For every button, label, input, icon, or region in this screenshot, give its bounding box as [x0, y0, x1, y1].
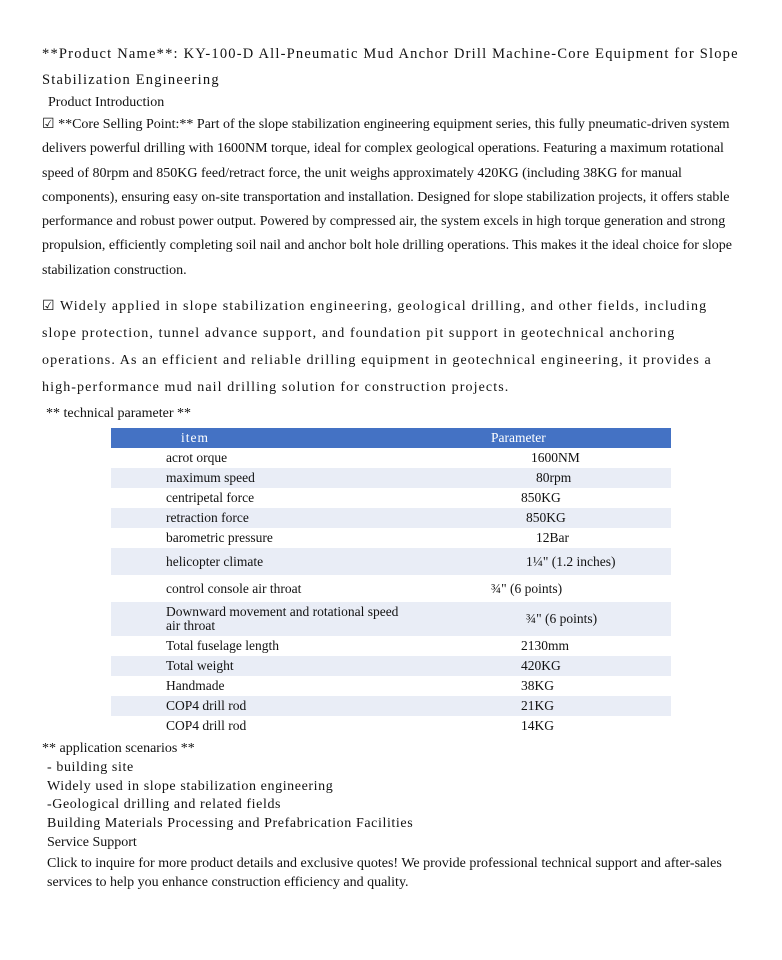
table-row	[111, 528, 671, 548]
param-value: ¾" (6 points)	[411, 602, 671, 636]
param-item: Total weight	[111, 656, 411, 676]
param-item: helicopter climate	[111, 548, 411, 575]
param-item: barometric pressure	[166, 530, 273, 545]
param-value: 80rpm	[411, 468, 671, 488]
param-item: Downward movement and rotational speed air throat	[111, 602, 411, 636]
parameter-table	[111, 428, 671, 736]
param-value: 2130mm	[521, 638, 570, 653]
app-item: Building Materials Processing and Prefabrication Facilities	[47, 816, 414, 831]
param-value: 420KG	[411, 656, 671, 676]
table-row	[111, 676, 671, 696]
checkbox-icon: ☑	[42, 117, 55, 132]
param-value: 14KG	[521, 718, 554, 733]
checkbox-icon: ☑	[42, 299, 56, 314]
param-value: 21KG	[411, 696, 671, 716]
param-item: COP4 drill rod	[166, 718, 247, 733]
param-item: maximum speed	[111, 468, 411, 488]
table-row	[111, 575, 671, 602]
table-row	[111, 716, 671, 736]
table-row	[111, 696, 671, 716]
table-row	[111, 508, 671, 528]
table-row	[111, 602, 671, 636]
param-item: Handmade	[166, 678, 225, 693]
param-item: Total fuselage length	[166, 638, 280, 653]
table-row	[111, 636, 671, 656]
core-selling-paragraph	[42, 113, 732, 283]
param-value: 12Bar	[536, 530, 569, 545]
param-item: centripetal force	[166, 490, 255, 505]
application-paragraph	[42, 293, 732, 401]
table-row	[111, 656, 671, 676]
app-heading: ** application scenarios **	[42, 741, 195, 756]
table-row	[111, 548, 671, 575]
table-row	[111, 448, 671, 468]
param-value: 1¼" (1.2 inches)	[411, 548, 671, 575]
app-item: - building site	[47, 760, 134, 775]
param-item: control console air throat	[166, 580, 302, 596]
service-text: Click to inquire for more product details and exclusive quotes! We provide professional technical support and after-sales services to help you enhance construction efficiency and quality.	[47, 856, 722, 890]
para2-text: Widely applied in slope stabilization engineering, geological drilling, and other fields, including slope protection, tunnel advance support, and foundation pit support in geotechnical anchoring operations. As an efficient and reliable drilling equipment in geotechnical engineering, it provides a high-performance mud nail drilling solution for construction projects.	[42, 299, 712, 395]
table-row	[111, 488, 671, 508]
param-item: acrot orque	[166, 450, 228, 465]
param-value: ¾" (6 points)	[491, 580, 563, 596]
para1-text: **Core Selling Point:** Part of the slope stabilization engineering equipment series, this fully pneumatic-driven system delivers powerful drilling with 1600NM torque, ideal for complex geological operations. Featuring a maximum rotational speed of 80rpm and 850KG feed/retract force, the unit weighs approximately 420KG (including 38KG for manual components), ensuring easy on-site transportation and installation. Designed for slope stabilization projects, it offers stable performance and robust power output. Powered by compressed air, the system excels in high torque generation and strong propulsion, efficiently completing soil nail and anchor bolt hole drilling operations. This makes it the ideal choice for slope stabilization construction.	[42, 117, 732, 278]
col-parameter: Parameter	[411, 428, 671, 448]
col-item: item	[111, 428, 411, 448]
param-item: retraction force	[111, 508, 411, 528]
tech-heading: ** technical parameter **	[46, 406, 191, 421]
app-item: -Geological drilling and related fields	[47, 797, 282, 812]
service-heading: Service Support	[47, 835, 137, 850]
param-value: 850KG	[411, 508, 671, 528]
intro-heading: Product Introduction	[48, 95, 165, 110]
param-value: 38KG	[521, 678, 554, 693]
param-value: 850KG	[521, 490, 561, 505]
param-value: 1600NM	[531, 450, 580, 465]
param-item: COP4 drill rod	[111, 696, 411, 716]
table-row	[111, 468, 671, 488]
app-item: Widely used in slope stabilization engineering	[47, 779, 334, 794]
product-title: **Product Name**: KY-100-D All-Pneumatic Mud Anchor Drill Machine-Core Equipment for Slope Stabilization Engineering	[42, 46, 739, 88]
